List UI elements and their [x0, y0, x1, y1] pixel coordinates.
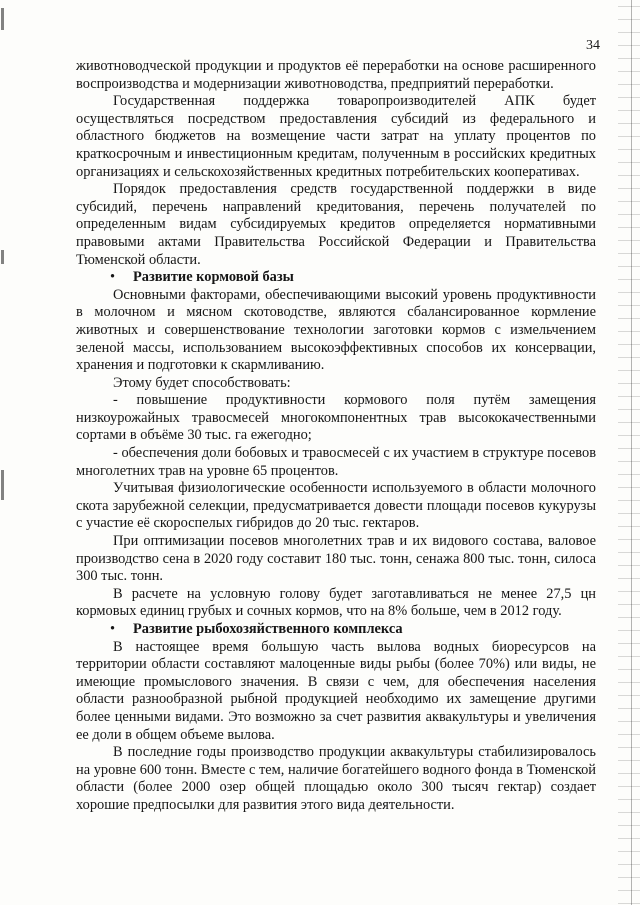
list-item: - обеспечения доли бобовых и травосмесей с их участием в структуре посевов многолетних трав на уровне 65 процентов.	[76, 445, 596, 479]
scan-left-mark	[1, 250, 4, 264]
paragraph: Порядок предоставления средств государственной поддержки в виде субсидий, перечень направлений кредитования, перечень получателей по определенным видам субсидируемых кредитов определяется нормативными правовыми актами Правительства Российской Федерации и Правительства Тюменской области.	[76, 181, 596, 268]
scan-left-mark	[1, 8, 4, 30]
section-heading	[76, 621, 596, 639]
paragraph: Государственная поддержка товаропроизводителей АПК будет осуществляться посредством предоставления субсидий из федерального и областного бюджетов на возмещение части затрат на уплату процентов по краткосрочным и инвестиционным кредитам, полученным в российских кредитных организациях и сельскохозяйственных кредитных потребительских кооперативах.	[76, 93, 596, 180]
section-heading-text: Развитие рыбохозяйственного комплекса	[133, 621, 403, 637]
section-heading-text: Развитие кормовой базы	[133, 269, 294, 286]
scan-edge-artifact	[618, 0, 640, 905]
paragraph: В настоящее время большую часть вылова водных биоресурсов на территории области составляют малоценные виды рыбы (более 70%) или виды, не имеющие промыслового значения. В связи с чем, для обеспечения населения области разнообразной рыбной продукцией необходимо их замещение другими более ценными видами. Это возможно за счет развития аквакультуры и увеличения ее доли в общем объеме вылова.	[76, 638, 596, 743]
paragraph: В последние годы производство продукции аквакультуры стабилизировалось на уровне 600 тонн. Вместе с тем, наличие богатейшего водного фонда в Тюменской области (более 2000 озер общей площадью около 300 тысяч гектар) создает хорошие предпосылки для развития этого вида деятельности.	[76, 744, 596, 813]
paragraph: В расчете на условную голову будет заготавливаться не менее 27,5 цн кормовых единиц грубых и сочных кормов, что на 8% больше, чем в 2012 году.	[76, 585, 596, 620]
section-heading	[76, 269, 596, 287]
list-item: - повышение продуктивности кормового поля путём замещения низкоурожайных травосмесей многокомпонентных трав высококачественными сортами в объёме 30 тыс. га ежегодно;	[76, 392, 596, 444]
paragraph: Учитывая физиологические особенности используемого в области молочного скота зарубежной селекции, предусматривается довести площади посевов кукурузы с участие её скороспелых гибридов до 20 тыс. гектаров.	[76, 480, 596, 532]
paragraph: При оптимизации посевов многолетних трав и их видового состава, валовое производство сена в 2020 году составит 180 тыс. тонн, сенажа 800 тыс. тонн, силоса 300 тыс. тонн.	[76, 533, 596, 585]
document-body	[76, 58, 596, 815]
bullet-icon: •	[110, 269, 116, 286]
paragraph: животноводческой продукции и продуктов её переработки на основе расширенного воспроизводства и модернизации животноводства, предприятий переработки.	[76, 58, 596, 92]
scan-edge-line	[631, 0, 632, 905]
page-number: 34	[586, 38, 600, 53]
bullet-icon: •	[110, 621, 116, 637]
scan-left-mark	[1, 470, 4, 500]
paragraph: Этому будет способствовать:	[113, 374, 291, 391]
paragraph: Основными факторами, обеспечивающими высокий уровень продуктивности в молочном и мясном скотоводстве, являются сбалансированное кормление животных и совершенствование технологии заготовки кормов с измельчением зеленой массы, использованием высокоэффективных способов их консервации, хранения и подготовки к скармливанию.	[76, 286, 596, 374]
